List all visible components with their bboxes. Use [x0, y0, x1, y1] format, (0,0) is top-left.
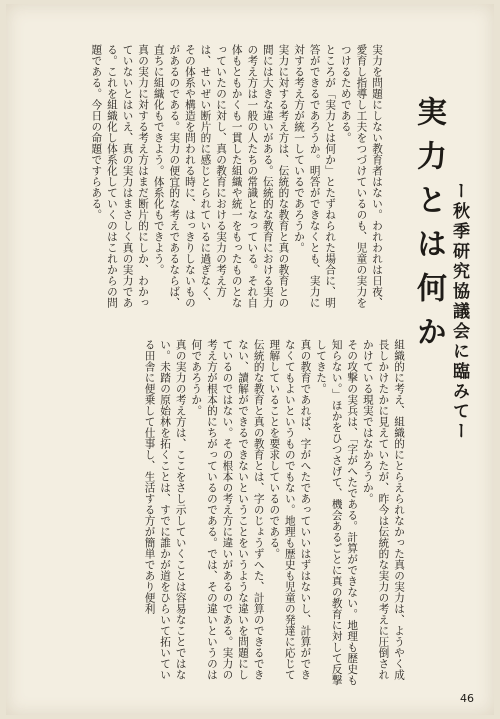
- page-number: 46: [460, 692, 474, 705]
- article-text-top: 実力を問題にしない教育者はない。われわれは日夜、愛育し指導し工夫をつづけているのも、児童の実力をつけるためである。 ところが「実力とは何か」とたずねられた場合に、明答ができるであろうか。明答ができなくとも、実力に対する考え方が統一しているであろうか。 実力に対する考え方は、伝統的な教育と真の教育との間には大きな違いがある。伝統的な教育における実力の考え方は一般の人たちの常識となっている。それ自体もともかくも一貫した組織や統一をもったものとなっていたのに対し、真の教育における実力の考え方は、せいぜい断片的に感じとられているに過ぎなく、その体系や構造を問われる時に、はっきりしないものがあるのである。実力の便宜的な考えであるならば、直ちに組織化もできよう。体系化もできよう。 真の実力に対する考え方はまだ断片的にしか、わかっていないとはいえ、真の実力はまさしく真の実力である。これを組織化し体系化していくのはこれからの問題である。今日の命題ですらある。: [90, 44, 383, 308]
- article-title: 実力とは何か: [411, 96, 446, 360]
- article-text-bottom: 組織的に考え、組織的にとらえられなかった真の実力は、ようやく成長しかけたかに見えていたが、昨今は伝統的な実力の考えに圧倒されかけている現実ではなかろうか。 その攻撃の実兵は、「字がへたである。計算ができない。地理も歴史も知らない。」ほかをひつさげて、機会あるごとに真の教育に対して反撃してきた。 真の教育であれば、字がへたであっていいはずはないし、計算ができなくてもよいというものでもない。地理も歴史も児童の発達に応じて理解していることを要求しているのである。 伝統的な教育と真の教育とは、字のじょうずへた、計算のできるできない、讀解ができるできないということをいうような違いを問題にしているのではない。その根本の考え方に違いがあるのである。実力の考え方が根本的にちがっているのである。では、その違いというのは何であろうか。 真の実力の考え方は、ここをさし示していくことは容易なことではない。未踏の原始林を拓くことは、すでに誰かが道をひらいて拓いている田舎に便乗して仕事し、生活する方が簡単であり便利: [143, 339, 405, 686]
- article-subtitle: ー秋季研究協議会に臨みてー: [449, 182, 469, 442]
- book-page: [6, 4, 494, 715]
